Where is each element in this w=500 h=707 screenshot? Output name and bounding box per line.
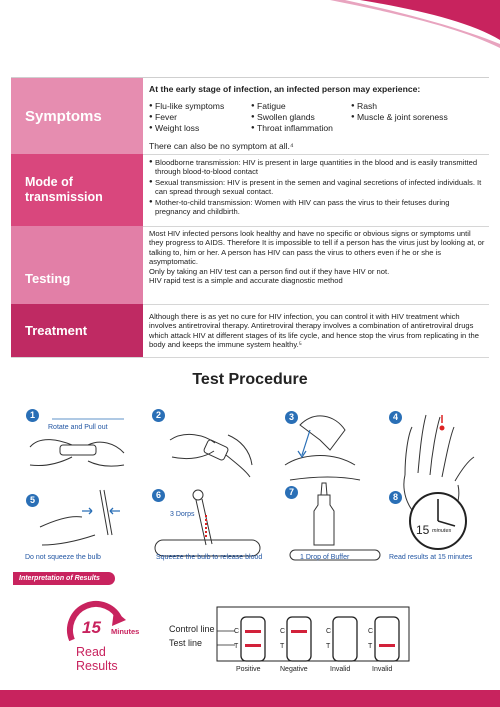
- treatment-row: [11, 304, 489, 358]
- treatment-content: Although there is as yet no cure for HIV infection, you can control it with HIV treatment which involves antiretroviral therapy. Antiretroviral therapy involves a combination of antiretroviral drugs which attack HIV at different stages of its life cycle, and hence stop the virus from replicating in the body and keeps the immune system healthy.⁵: [149, 312, 479, 350]
- test-band: [379, 644, 395, 647]
- transmission-item: ● Sexual transmission: HIV is present in the semen and vaginal secretions of infected individuals. It can spread through sexual contact.: [149, 178, 485, 197]
- procedure-illustrations: [0, 395, 500, 565]
- treatment-label: Treatment: [11, 304, 143, 357]
- read-line1: Read: [76, 645, 106, 659]
- footer-bar: [0, 690, 500, 707]
- testing-paragraph: Most HIV infected persons look healthy and have no specific or obvious signs or symptoms until they progress to AIDS. Therefore It is impossible to tell if a person has the virus just by looking at, or talking to, him or her. A person has HIV can pass the virus to others even if he or she is asymptomatic.: [149, 229, 485, 267]
- step-caption: Rotate and Pull out: [48, 424, 108, 431]
- symptom-item: ● Flu-like symptoms: [149, 101, 251, 111]
- testing-label: Testing: [11, 226, 143, 304]
- symptoms-row: [11, 78, 489, 155]
- clock-unit: minutes: [432, 528, 452, 534]
- symptom-item: ● Swollen glands: [251, 112, 351, 122]
- hand-illustration-icon: [40, 517, 95, 545]
- read-results-text: [76, 645, 118, 673]
- procedure-title: Test Procedure: [192, 371, 308, 388]
- lancet-icon: [300, 416, 345, 450]
- cassette-window-negative: [287, 617, 311, 661]
- cassette-window-invalid: [333, 617, 357, 661]
- testing-content: [149, 226, 489, 304]
- symptom-item: ● Rash: [351, 101, 451, 111]
- symptom-item: ● Fatigue: [251, 101, 351, 111]
- testing-row: [11, 226, 489, 305]
- transmission-item: ● Mother-to-child transmission: Women with HIV can pass the virus to their fetuses during pregnancy and childbirth.: [149, 198, 485, 217]
- symptoms-list: [149, 100, 485, 133]
- cassette-window-positive: [241, 617, 265, 661]
- control-band: [291, 630, 307, 633]
- transmission-row: [11, 154, 489, 227]
- hand-illustration-icon: [30, 440, 124, 467]
- step-number: 3: [285, 411, 298, 424]
- lancet-icon: [60, 445, 96, 455]
- pipette-icon: [100, 490, 112, 535]
- symptom-item: ● Muscle & joint soreness: [351, 112, 451, 122]
- symptom-item: ● Throat inflammation: [251, 123, 351, 133]
- symptom-item: ● Weight loss: [149, 123, 251, 133]
- read-line2: Results: [76, 659, 118, 673]
- buffer-bottle-icon: [314, 495, 334, 545]
- symptoms-note: There can also be no symptom at all.⁴: [149, 141, 294, 152]
- c-letter: C: [326, 628, 332, 635]
- result-label: Negative: [280, 666, 308, 673]
- step-caption: 1 Drop of Buffer: [300, 554, 350, 561]
- transmission-item: ● Bloodborne transmission: HIV is present in large quantities in the blood and is easily transmitted through blood-to-blood contact: [149, 158, 485, 177]
- step-caption: Do not squeeze the bulb: [25, 554, 101, 561]
- clock-number: 15: [416, 523, 430, 537]
- t-letter: T: [326, 643, 331, 650]
- step-number: 5: [26, 494, 39, 507]
- pipette-icon: [196, 499, 212, 545]
- testing-paragraph: Only by taking an HIV test can a person find out if they have HIV or not.: [149, 266, 390, 276]
- step-caption: Read results at 15 minutes: [389, 554, 473, 561]
- symptom-item: ● Fever: [149, 112, 251, 122]
- interpretation-label: Interpretation of Results: [13, 572, 115, 585]
- c-letter: C: [280, 628, 286, 635]
- finger-illustration-icon: [285, 456, 360, 480]
- control-line-label: Control line: [169, 624, 215, 634]
- cassette-window-invalid-2: [375, 617, 399, 661]
- transmission-label-line1: Mode of: [25, 175, 73, 189]
- timer-number: 15: [82, 618, 101, 637]
- t-letter: T: [368, 643, 373, 650]
- step-inner-label: 3 Dorps: [170, 511, 195, 518]
- result-label: Positive: [236, 666, 261, 673]
- step-number: 2: [152, 409, 165, 422]
- step-caption: Squeeze the bulb to release blood: [156, 554, 263, 561]
- transmission-label: [11, 154, 143, 226]
- step-number: 8: [389, 491, 402, 504]
- results-diagram: [215, 605, 415, 663]
- cap-icon: [203, 439, 229, 461]
- c-letter: C: [234, 628, 240, 635]
- c-letter: C: [368, 628, 374, 635]
- step-number: 4: [389, 411, 402, 424]
- step-number: 1: [26, 409, 39, 422]
- result-label: Invalid: [330, 666, 351, 673]
- bulb-icon: [193, 490, 203, 500]
- symptoms-heading: At the early stage of infection, an infected person may experience:: [149, 84, 421, 94]
- clock-icon: [410, 493, 466, 549]
- timer-unit: Minutes: [111, 627, 140, 636]
- step-number: 6: [152, 489, 165, 502]
- result-label: Invalid: [372, 666, 393, 673]
- t-letter: T: [234, 643, 239, 650]
- symptoms-label: Symptoms: [11, 78, 143, 154]
- test-band: [245, 644, 261, 647]
- control-band: [245, 630, 261, 633]
- transmission-label-line2: transmission: [25, 190, 103, 204]
- testing-paragraph: HIV rapid test is a simple and accurate diagnostic method: [149, 276, 343, 286]
- header-wave: [0, 0, 500, 50]
- transmission-content: [149, 154, 489, 226]
- step-number: 7: [285, 486, 298, 499]
- symptoms-content: [149, 78, 489, 154]
- test-line-label: Test line: [169, 638, 203, 648]
- info-table: [11, 77, 489, 357]
- t-letter: T: [280, 643, 285, 650]
